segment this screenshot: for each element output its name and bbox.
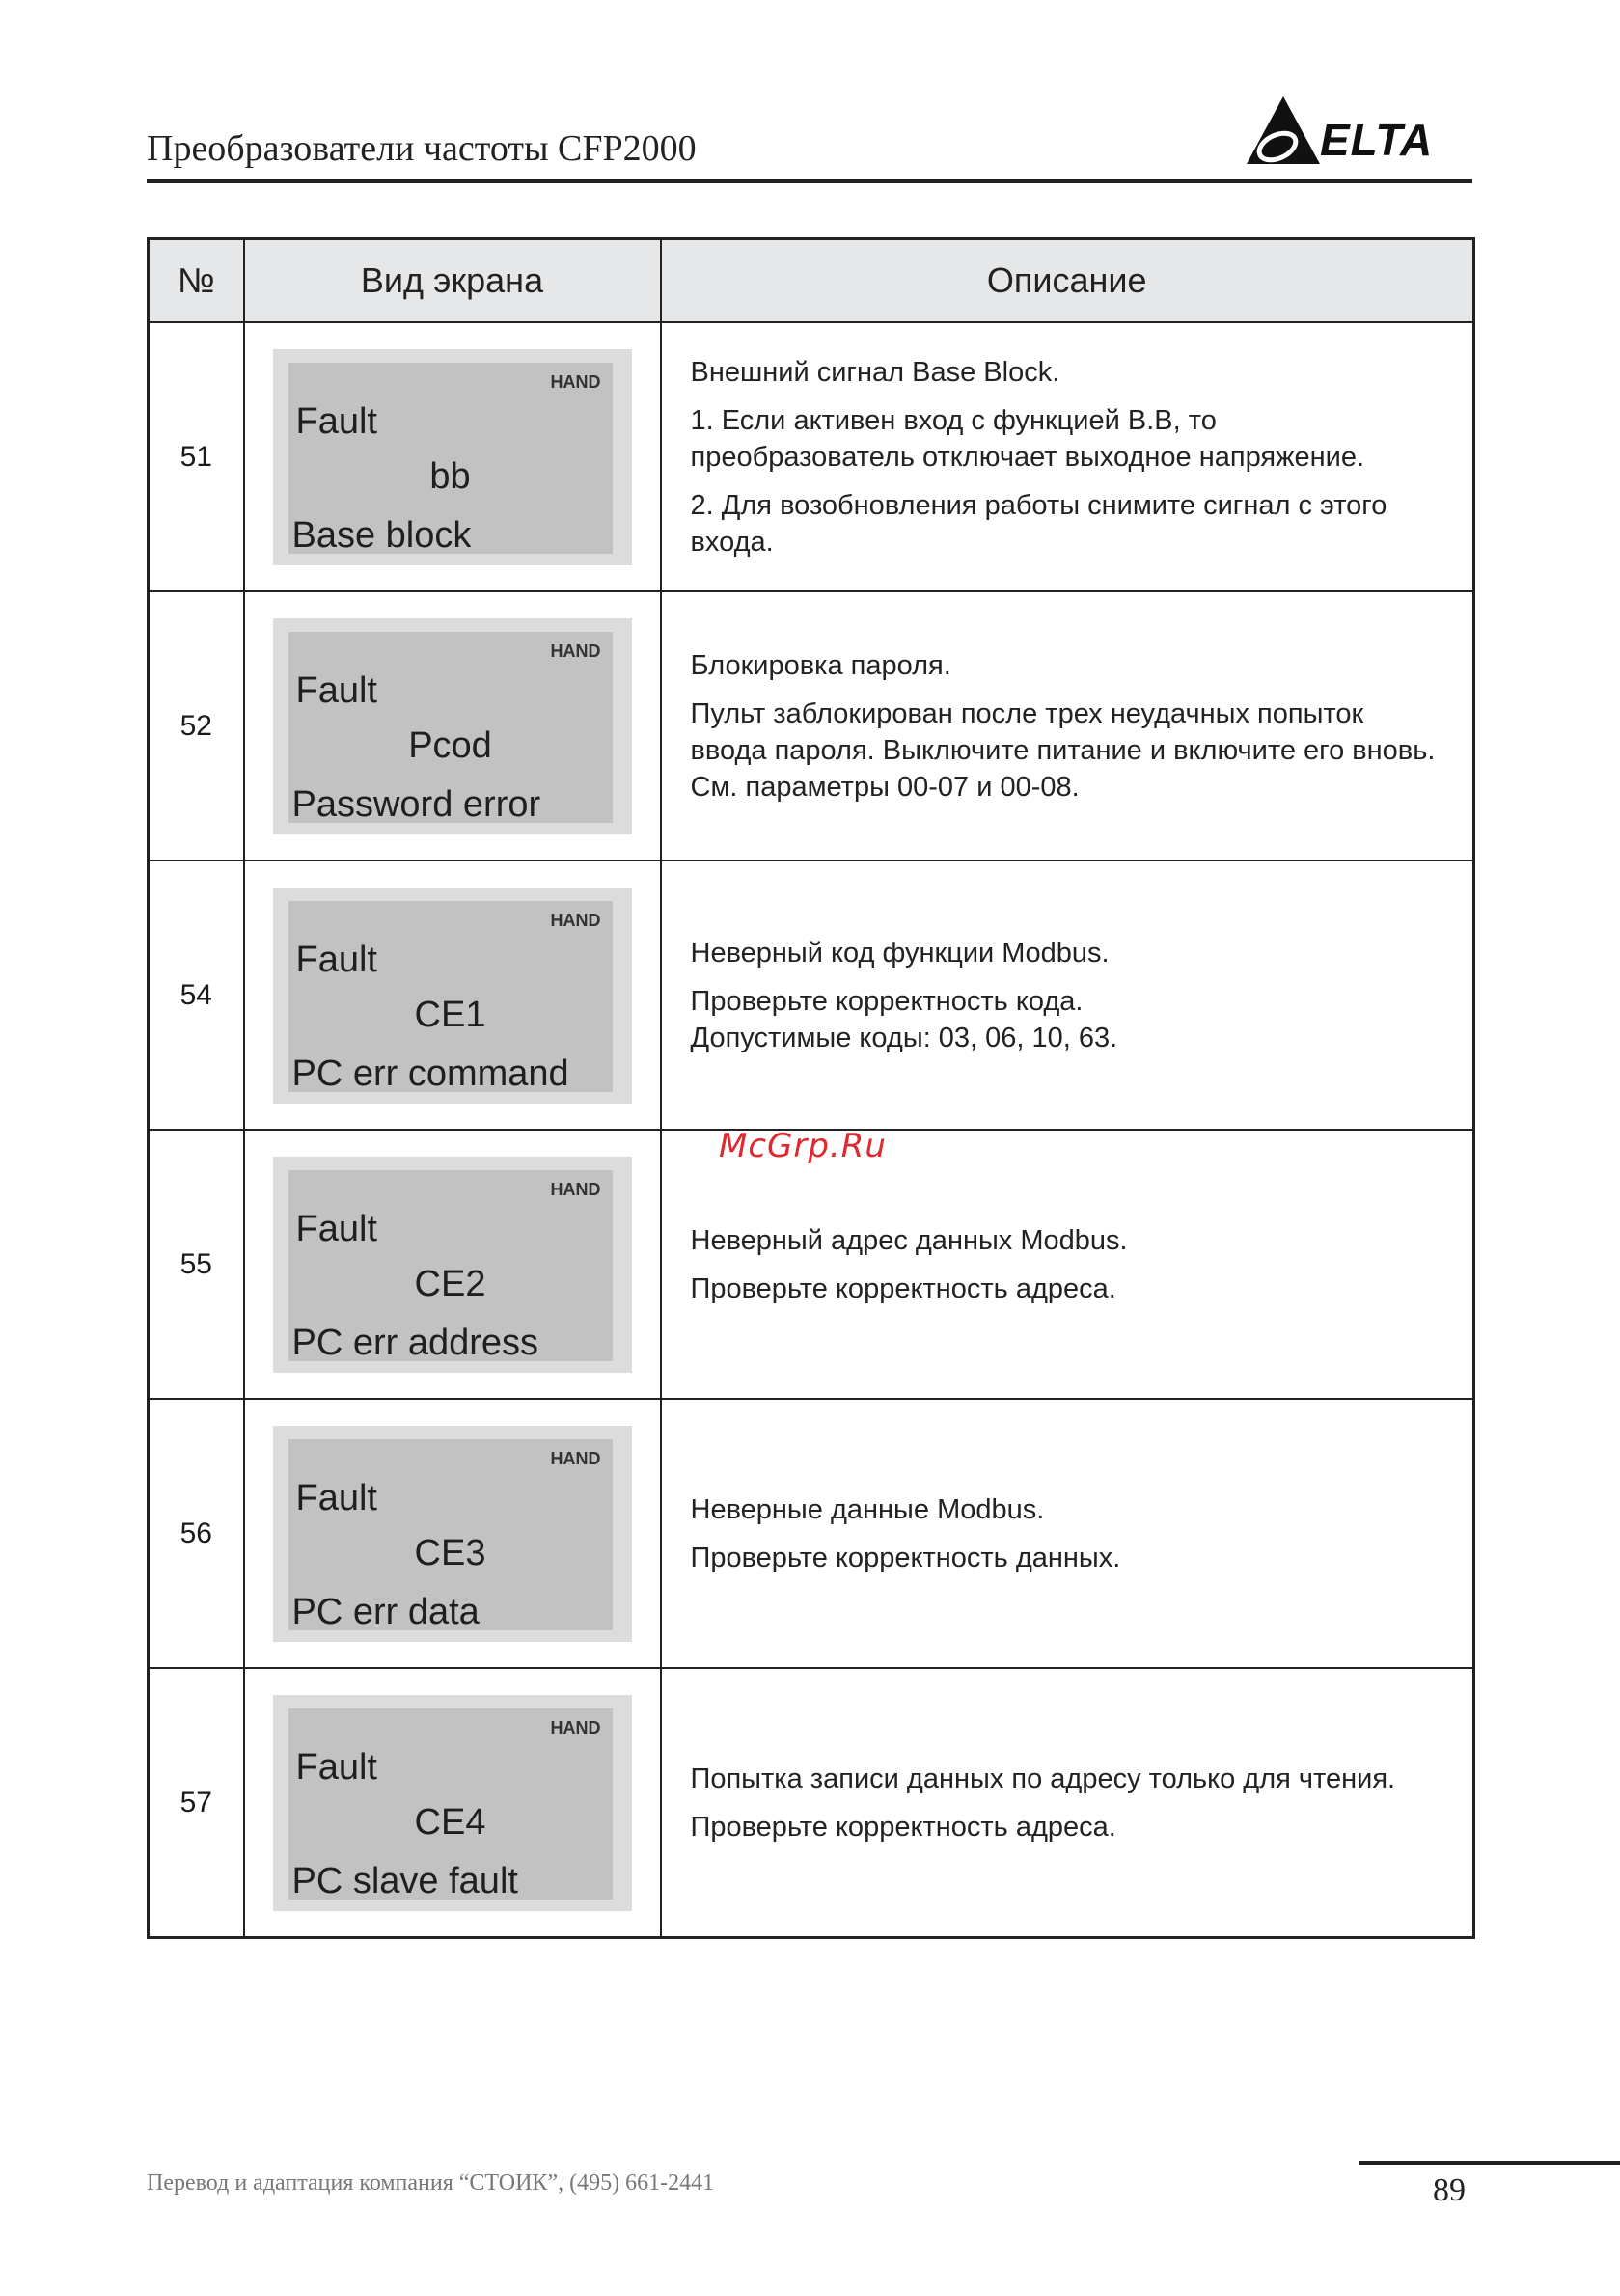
description-line: 2. Для возобновления работы снимите сигнал с этого входа.	[690, 489, 1387, 558]
footer-credit: Перевод и адаптация компания “СТОИК”, (495) 661-2441	[147, 2171, 715, 2196]
lcd-hand-badge: HAND	[550, 910, 601, 930]
lcd-title: Fault	[295, 400, 377, 442]
fault-number: 51	[149, 322, 244, 591]
column-header-screen: Вид экрана	[244, 239, 661, 323]
description-line: Внешний сигнал Base Block.	[690, 356, 1060, 388]
footer-divider	[1359, 2161, 1620, 2165]
description-cell	[661, 322, 1474, 591]
lcd-hand-badge: HAND	[550, 371, 601, 392]
description-line: Неверный код функции Modbus.	[690, 937, 1110, 969]
screen-cell	[244, 861, 661, 1130]
description-line: Проверьте корректность кода. Допустимые коды: 03, 06, 10, 63.	[690, 985, 1118, 1053]
screen-cell	[244, 591, 661, 861]
lcd-message: Password error	[291, 783, 541, 825]
lcd-display	[273, 349, 632, 565]
table-row	[149, 1668, 1474, 1938]
delta-triangle-icon	[1245, 93, 1322, 170]
fault-number: 55	[149, 1130, 244, 1399]
lcd-message: Base block	[291, 514, 472, 556]
lcd-fault-code: Pcod	[408, 724, 492, 766]
description-line: Неверные данные Modbus.	[690, 1493, 1045, 1525]
fault-number: 54	[149, 861, 244, 1130]
lcd-display	[273, 618, 632, 834]
lcd-hand-badge: HAND	[550, 641, 601, 661]
description-cell	[661, 1668, 1474, 1938]
lcd-display	[273, 1426, 632, 1642]
table-row	[149, 322, 1474, 591]
lcd-title: Fault	[295, 1208, 377, 1249]
table-row	[149, 1130, 1474, 1399]
description-line: Блокировка пароля.	[690, 649, 951, 681]
description-line: Пульт заблокирован после трех неудачных попыток ввода пароля. Выключите питание и включите его вновь. См. параметры 00-07 и 00-08.	[690, 697, 1436, 803]
lcd-title: Fault	[295, 670, 377, 711]
description-line: 1. Если активен вход с функцией B.B, то преобразователь отключает выходное напряжение.	[690, 404, 1365, 473]
description-line: Попытка записи данных по адресу только для чтения.	[690, 1763, 1396, 1794]
lcd-fault-code: CE4	[414, 1801, 486, 1843]
fault-table	[147, 237, 1475, 1939]
lcd-fault-code: CE1	[414, 994, 486, 1035]
lcd-title: Fault	[295, 1477, 377, 1518]
description-cell	[661, 1130, 1474, 1399]
delta-logo	[1245, 93, 1476, 170]
lcd-hand-badge: HAND	[550, 1717, 601, 1737]
table-row	[149, 591, 1474, 861]
screen-cell	[244, 1130, 661, 1399]
fault-number: 56	[149, 1399, 244, 1668]
column-header-number: №	[149, 239, 244, 323]
lcd-fault-code: bb	[429, 455, 471, 497]
description-line: Проверьте корректность адреса.	[690, 1272, 1116, 1304]
column-header-description: Описание	[661, 239, 1474, 323]
table-row	[149, 861, 1474, 1130]
description-line: Проверьте корректность адреса.	[690, 1811, 1116, 1843]
lcd-display	[273, 1157, 632, 1373]
description-line: Неверный адрес данных Modbus.	[690, 1224, 1128, 1256]
lcd-fault-code: CE2	[414, 1263, 486, 1304]
table-header-row	[149, 239, 1474, 323]
watermark: McGrp.Ru	[719, 1127, 887, 1165]
document-title: Преобразователи частоты CFP2000	[147, 128, 697, 169]
lcd-message: PC err command	[291, 1052, 569, 1094]
description-cell	[661, 1399, 1474, 1668]
screen-cell	[244, 1399, 661, 1668]
fault-number: 57	[149, 1668, 244, 1938]
lcd-hand-badge: HAND	[550, 1179, 601, 1199]
lcd-display	[273, 888, 632, 1104]
lcd-message: PC slave fault	[291, 1860, 518, 1901]
lcd-hand-badge: HAND	[550, 1448, 601, 1468]
description-cell	[661, 591, 1474, 861]
description-line: Проверьте корректность данных.	[690, 1542, 1121, 1573]
lcd-message: PC err data	[291, 1591, 480, 1632]
description-cell	[661, 861, 1474, 1130]
lcd-display	[273, 1695, 632, 1911]
page-number: 89	[1433, 2173, 1466, 2208]
lcd-fault-code: CE3	[414, 1532, 486, 1573]
header-divider	[147, 179, 1472, 183]
logo-text: ELTA	[1320, 115, 1434, 165]
fault-number: 52	[149, 591, 244, 861]
screen-cell	[244, 1668, 661, 1938]
screen-cell	[244, 322, 661, 591]
lcd-title: Fault	[295, 1746, 377, 1788]
table-row	[149, 1399, 1474, 1668]
lcd-title: Fault	[295, 939, 377, 980]
lcd-message: PC err address	[291, 1322, 539, 1363]
